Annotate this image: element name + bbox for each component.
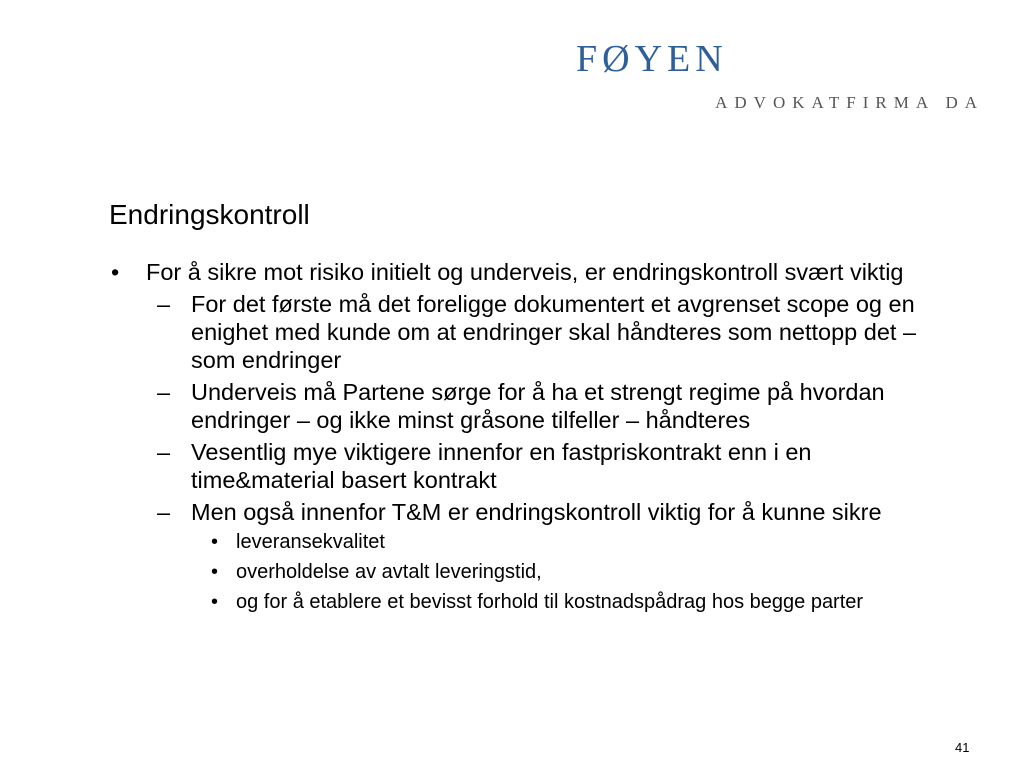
dash-marker: – <box>157 291 171 317</box>
dash-text: For det første må det foreligge dokumentert et avgrenset scope og en enighet med kunde om at endringer skal håndteres som nettopp det – som endringer <box>191 291 917 373</box>
dash-marker: – <box>157 439 171 465</box>
bullet-marker: • <box>211 531 219 553</box>
dash-marker: – <box>157 499 171 525</box>
sub-bullet-item <box>109 590 949 614</box>
dash-item <box>109 290 949 374</box>
bullet-text: For å sikre mot risiko initielt og underveis, er endringskontroll svært viktig <box>146 259 904 285</box>
bullet-marker: • <box>111 259 120 285</box>
dash-item <box>109 438 949 494</box>
sub-bullet-item <box>109 530 949 554</box>
sub-bullet-text: overholdelse av avtalt leveringstid, <box>236 561 542 583</box>
dash-text: Vesentlig mye viktigere innenfor en fastpriskontrakt enn i en time&material basert kontrakt <box>191 439 812 493</box>
slide-title: Endringskontroll <box>109 199 310 230</box>
page-number: 41 <box>955 740 970 755</box>
slide-body <box>109 258 949 620</box>
bullet-marker: • <box>211 591 219 613</box>
sub-bullet-text: og for å etablere et bevisst forhold til kostnadspådrag hos begge parter <box>236 591 864 613</box>
bullet-item <box>109 258 949 286</box>
dash-item <box>109 378 949 434</box>
dash-marker: – <box>157 379 171 405</box>
foyen-logo: FØYEN <box>576 38 728 80</box>
sub-bullet-item <box>109 560 949 584</box>
logo-tagline: ADVOKATFIRMA DA <box>715 93 984 112</box>
bullet-marker: • <box>211 561 219 583</box>
dash-item <box>109 498 949 526</box>
dash-text: Men også innenfor T&M er endringskontroll viktig for å kunne sikre <box>191 499 882 525</box>
sub-bullet-text: leveransekvalitet <box>236 531 385 553</box>
dash-text: Underveis må Partene sørge for å ha et strengt regime på hvordan endringer – og ikke minst gråsone tilfeller – håndteres <box>191 379 885 433</box>
